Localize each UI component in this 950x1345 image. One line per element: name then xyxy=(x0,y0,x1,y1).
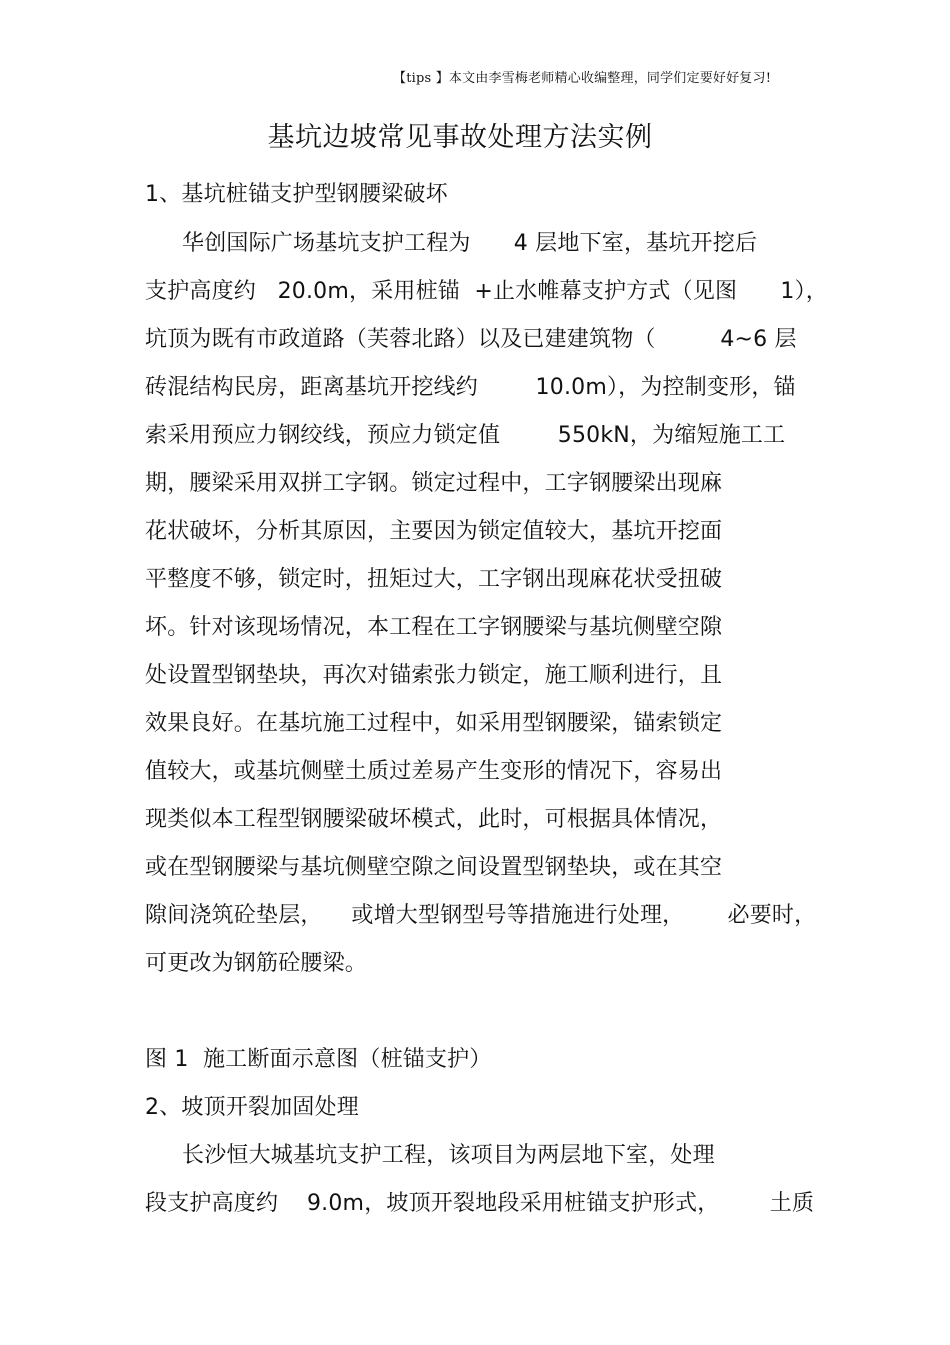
section1-line-2: 支护高度约 20.0m，采用桩锚 +止水帷幕支护方式（见图 1）， xyxy=(145,279,828,304)
section1-line-12: 值较大，或基坑侧壁土质过差易产生变形的情况下，容易出 xyxy=(145,759,723,784)
section1-line-16: 可更改为钢筋砼腰梁。 xyxy=(145,951,368,976)
section1-line-15: 隙间浇筑砼垫层， 或增大型钢型号等措施进行处理， 必要时， xyxy=(145,903,817,928)
header-tips: 【tips 】本文由李雪梅老师精心收编整理，同学们定要好好复习! xyxy=(393,71,772,86)
section1-line-1: 华创国际广场基坑支护工程为 4 层地下室，基坑开挖后 xyxy=(182,231,758,256)
section1-line-4: 砖混结构民房，距离基坑开挖线约 10.0m），为控制变形，锚 xyxy=(145,375,796,400)
section1-line-10: 处设置型钢垫块，再次对锚索张力锁定，施工顺利进行，且 xyxy=(145,663,723,688)
section2-heading: 2、坡顶开裂加固处理 xyxy=(145,1095,359,1120)
section1-line-8: 平整度不够，锁定时，扭矩过大，工字钢出现麻花状受扭破 xyxy=(145,567,723,592)
section1-line-5: 索采用预应力钢绞线，预应力锁定值 550kN，为缩短施工工 xyxy=(145,423,786,448)
section1-line-6: 期，腰梁采用双拼工字钢。锁定过程中，工字钢腰梁出现麻 xyxy=(145,471,723,496)
section1-line-13: 现类似本工程型钢腰梁破坏模式，此时，可根据具体情况， xyxy=(145,807,723,832)
figure-caption: 图 1 施工断面示意图（桩锚支护） xyxy=(145,1047,492,1072)
section1-line-3: 坑顶为既有市政道路（芙蓉北路）以及已建建筑物（ 4~6 层 xyxy=(145,327,797,352)
section1-line-14: 或在型钢腰梁与基坑侧壁空隙之间设置型钢垫块，或在其空 xyxy=(145,855,723,880)
section2-line-1: 长沙恒大城基坑支护工程，该项目为两层地下室，处理 xyxy=(182,1143,715,1168)
section1-line-7: 花状破坏，分析其原因，主要因为锁定值较大，基坑开挖面 xyxy=(145,519,723,544)
section1-heading: 1、基坑桩锚支护型钢腰梁破坏 xyxy=(145,182,448,207)
page-title: 基坑边坡常见事故处理方法实例 xyxy=(267,122,653,153)
section1-line-9: 坏。针对该现场情况，本工程在工字钢腰梁与基坑侧壁空隙 xyxy=(145,615,723,640)
section1-line-11: 效果良好。在基坑施工过程中，如采用型钢腰梁，锚索锁定 xyxy=(145,711,723,736)
section2-line-2: 段支护高度约 9.0m，坡顶开裂地段采用桩锚支护形式， 土质 xyxy=(145,1191,815,1216)
